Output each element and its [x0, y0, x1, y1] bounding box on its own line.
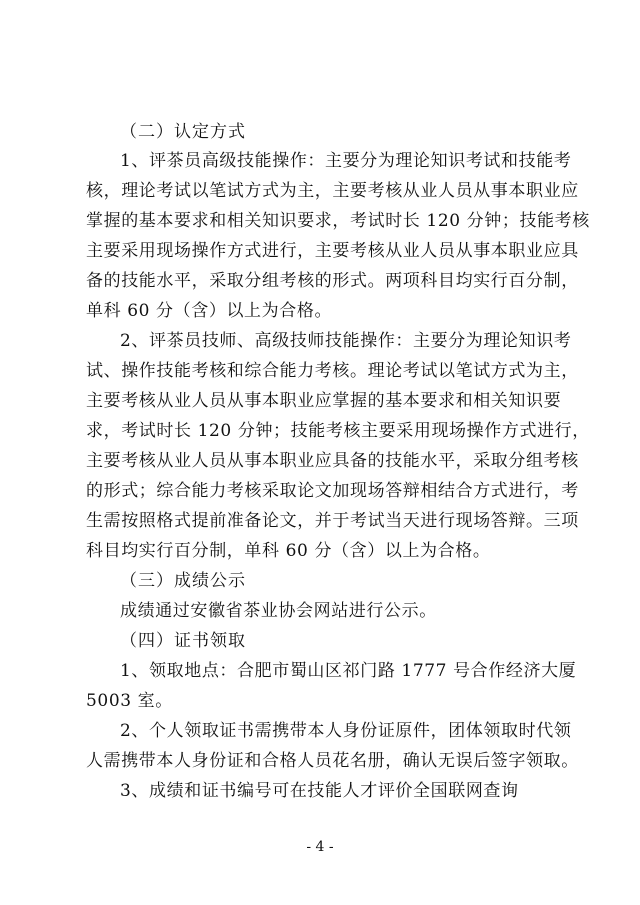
- paragraph-line: 单科 60 分（含）以上为合格。: [86, 301, 333, 321]
- paragraph-line: 主要采用现场操作方式进行，主要考核从业人员从事本职业应具: [86, 241, 579, 261]
- paragraph-line: 试、操作技能考核和综合能力考核。理论考试以笔试方式为主，: [86, 361, 579, 381]
- paragraph-line: 成绩通过安徽省茶业协会网站进行公示。: [120, 601, 437, 621]
- paragraph-line: 生需按照格式提前准备论文，并于考试当天进行现场答辩。三项: [86, 511, 579, 531]
- section-heading-certificate-collection: （四）证书领取: [120, 631, 246, 651]
- paragraph-line: 主要考核从业人员从事本职业应掌握的基本要求和相关知识要: [86, 391, 562, 411]
- paragraph-line: 5003 室。: [86, 691, 173, 711]
- paragraph-line: 的形式；综合能力考核采取论文加现场答辩相结合方式进行，考: [86, 481, 579, 501]
- paragraph-line: 2、评茶员技师、高级技师技能操作：主要分为理论知识考: [120, 331, 572, 351]
- paragraph-line: 掌握的基本要求和相关知识要求，考试时长 120 分钟；技能考核: [86, 211, 590, 231]
- paragraph-line: 1、评茶员高级技能操作：主要分为理论知识考试和技能考: [120, 151, 572, 171]
- paragraph-line: 1、领取地点：合肥市蜀山区祁门路 1777 号合作经济大厦: [120, 661, 577, 681]
- paragraph-line: 科目均实行百分制，单科 60 分（含）以上为合格。: [86, 541, 491, 561]
- section-heading-score-publication: （三）成绩公示: [120, 571, 246, 591]
- paragraph-line: 备的技能水平，采取分组考核的形式。两项科目均实行百分制，: [86, 271, 579, 291]
- paragraph-line: 2、个人领取证书需携带本人身份证原件，团体领取时代领: [120, 721, 572, 741]
- paragraph-line: 主要考核从业人员从事本职业应具备的技能水平，采取分组考核: [86, 451, 579, 471]
- page-number: - 4 -: [306, 839, 334, 855]
- paragraph-line: 3、成绩和证书编号可在技能人才评价全国联网查询: [120, 781, 519, 801]
- paragraph-line: 求，考试时长 120 分钟；技能考核主要采用现场操作方式进行，: [86, 421, 590, 441]
- paragraph-line: 人需携带本人身份证和合格人员花名册，确认无误后签字领取。: [86, 751, 579, 771]
- paragraph-line: 核，理论考试以笔试方式为主，主要考核从业人员从事本职业应: [86, 181, 579, 201]
- section-heading-certification-method: （二）认定方式: [120, 122, 246, 142]
